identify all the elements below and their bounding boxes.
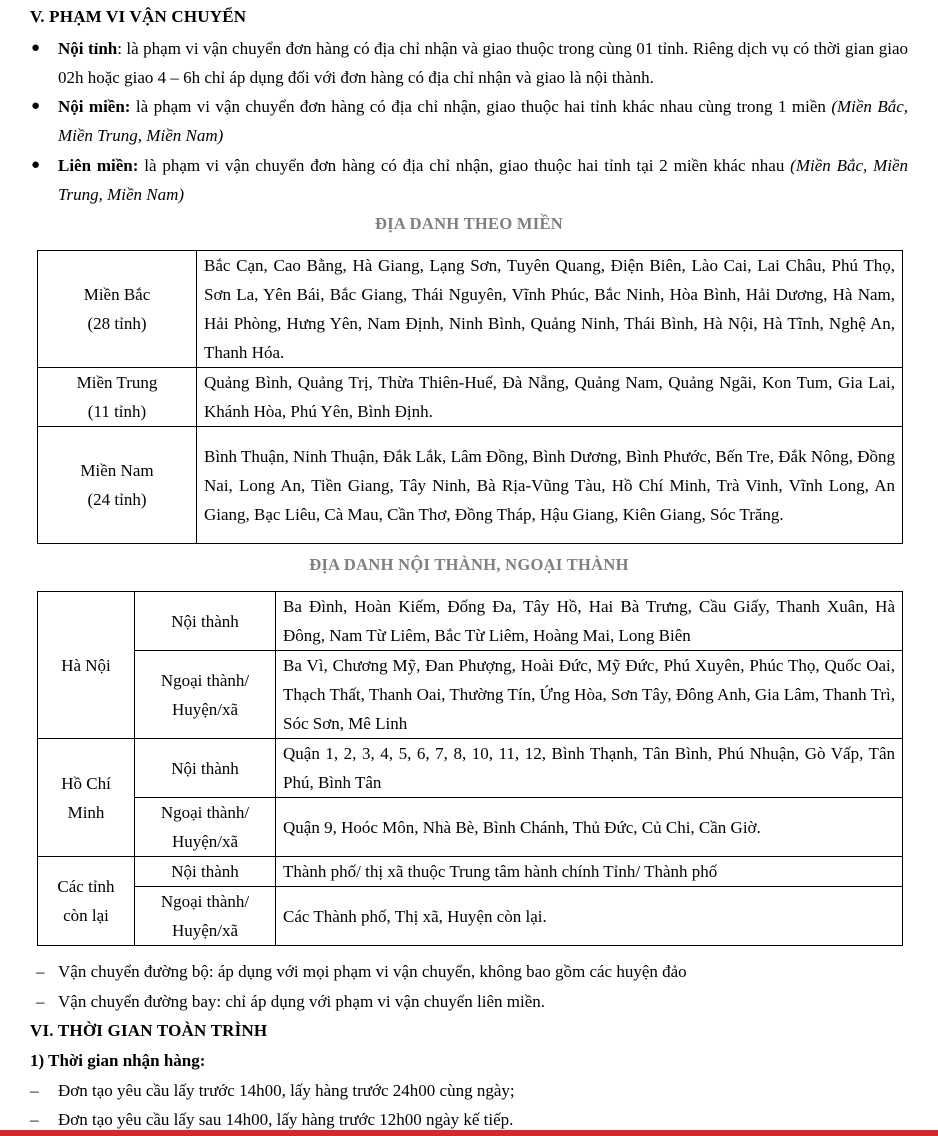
outer-label-line: Ngoại thành/	[160, 892, 250, 911]
desc-noi-mien: là phạm vi vận chuyển đơn hàng có địa chỉ nhận, giao thuộc hai tỉnh khác nhau cùng trong 1 miền	[130, 97, 832, 116]
dash-mark: –	[36, 992, 45, 1011]
province-list: Bắc Cạn, Cao Bằng, Hà Giang, Lạng Sơn, Tuyên Quang, Điện Biên, Lào Cai, Lai Châu, Phú Thọ, Sơn La, Yên Bái, Bắc Giang, Thái Nguyên, Vĩnh Phúc, Bắc Ninh, Hòa Bình, Hải Dương, Hà Nam, Hải Phòng, Hưng Yên, Nam Định, Ninh Bình, Quảng Ninh, Thái Bình, Hà Nội, Hà Tĩnh, Nghệ An, Thanh Hóa.	[197, 251, 903, 368]
province-list: Quảng Bình, Quảng Trị, Thừa Thiên-Huế, Đà Nẵng, Quảng Nam, Quảng Ngãi, Kon Tum, Gia Lai, Khánh Hòa, Phú Yên, Bình Định.	[197, 368, 903, 427]
table-row	[38, 651, 903, 739]
inner-districts: Ba Đình, Hoàn Kiếm, Đống Đa, Tây Hồ, Hai Bà Trưng, Cầu Giấy, Thanh Xuân, Hà Đông, Nam Từ Liêm, Bắc Từ Liêm, Hoàng Mai, Long Biên	[276, 592, 903, 651]
inner-label: Nội thành	[135, 857, 276, 887]
regions-note: (Miền Bắc, Miền Trung, Miền Nam)	[58, 156, 908, 204]
bullet-icon: ●	[31, 157, 41, 173]
city-name-line: còn lại	[63, 906, 109, 925]
regions-note: (Miền Bắc, Miền Trung, Miền Nam)	[58, 97, 909, 145]
outer-label	[135, 651, 276, 739]
transport-note-air	[36, 987, 546, 1016]
outer-label-line: Ngoại thành/	[160, 803, 250, 822]
dash-mark: –	[36, 962, 45, 981]
region-count: (28 tỉnh)	[87, 314, 147, 333]
term-lien-mien: Liên miền:	[58, 156, 139, 175]
inner-districts: Thành phố/ thị xã thuộc Trung tâm hành chính Tỉnh/ Thành phố	[276, 857, 903, 887]
city-cell: Hà Nội	[38, 592, 135, 739]
table-row	[38, 739, 903, 798]
note-text: Vận chuyển đường bộ: áp dụng với mọi phạm vi vận chuyển, không bao gồm các huyện đảo	[58, 962, 687, 981]
region-count: (24 tỉnh)	[87, 490, 147, 509]
rule-text: Đơn tạo yêu cầu lấy sau 14h00, lấy hàng trước 12h00 ngày kế tiếp.	[58, 1110, 514, 1129]
note-text: Vận chuyển đường bay: chỉ áp dụng với phạm vi vận chuyển liên miền.	[58, 992, 546, 1011]
rule-text: Đơn tạo yêu cầu lấy trước 14h00, lấy hàng trước 24h00 cùng ngày;	[58, 1081, 515, 1100]
footer-divider	[0, 1130, 938, 1136]
region-name: Miền Trung	[76, 373, 158, 392]
transport-note-road	[36, 957, 687, 986]
region-name: Miền Bắc	[83, 285, 151, 304]
region-name: Miền Nam	[80, 461, 154, 480]
bullet-noi-mien	[31, 92, 909, 150]
bullet-lien-mien	[31, 151, 908, 209]
province-list: Bình Thuận, Ninh Thuận, Đắk Lắk, Lâm Đồng, Bình Dương, Bình Phước, Bến Tre, Đắk Nông, Đồng Nai, Long An, Tiền Giang, Tây Ninh, Bà Rịa-Vũng Tàu, Hồ Chí Minh, Trà Vinh, Vĩnh Long, An Giang, Bạc Liêu, Cà Mau, Cần Thơ, Đồng Tháp, Hậu Giang, Kiên Giang, Sóc Trăng.	[197, 427, 903, 544]
outer-label-line: Ngoại thành/	[160, 670, 250, 690]
outer-districts: Ba Vì, Chương Mỹ, Đan Phượng, Hoài Đức, Mỹ Đức, Phú Xuyên, Phúc Thọ, Quốc Oai, Thạch Thất, Thanh Oai, Thường Tín, Ứng Hòa, Sơn Tây, Đông Anh, Gia Lâm, Thanh Trì, Sóc Sơn, Mê Linh	[276, 651, 903, 739]
outer-label	[135, 798, 276, 857]
outer-label	[135, 887, 276, 946]
table-row	[38, 427, 903, 544]
table-caption-regions: ĐỊA DANH THEO MIỀN	[375, 214, 563, 233]
city-name-line: Minh	[67, 802, 105, 822]
city-cell	[38, 857, 135, 946]
outer-label-line: Huyện/xã	[171, 832, 239, 851]
table-row	[38, 887, 903, 946]
inner-label: Nội thành	[135, 592, 276, 651]
subheading-receive-time: 1) Thời gian nhận hàng:	[30, 1051, 206, 1070]
desc-noi-tinh: : là phạm vi vận chuyển đơn hàng có địa chỉ nhận và giao thuộc trong cùng 01 tỉnh. Riêng dịch vụ có thời gian giao 02h hoặc giao 4 – 6h chỉ áp dụng đối với đơn hàng có địa chỉ nhận và giao là nội thành.	[58, 39, 908, 87]
table-row	[38, 368, 903, 427]
dash-mark: –	[30, 1110, 39, 1129]
city-cell	[38, 739, 135, 857]
outer-districts: Các Thành phố, Thị xã, Huyện còn lại.	[276, 887, 903, 946]
bullet-icon: ●	[31, 98, 41, 114]
regions-table	[37, 250, 903, 544]
table-caption-urban: ĐỊA DANH NỘI THÀNH, NGOẠI THÀNH	[309, 555, 629, 574]
outer-districts: Quận 9, Hoóc Môn, Nhà Bè, Bình Chánh, Thủ Đức, Củ Chi, Cần Giờ.	[276, 798, 903, 857]
section-6-heading: VI. THỜI GIAN TOÀN TRÌNH	[30, 1021, 268, 1040]
region-cell	[38, 427, 197, 544]
desc-lien-mien: là phạm vi vận chuyển đơn hàng có địa chỉ nhận, giao thuộc hai tỉnh tại 2 miền khác nhau	[138, 156, 791, 175]
bullet-icon: ●	[31, 40, 41, 56]
urban-suburban-table	[37, 591, 903, 946]
region-count: (11 tỉnh)	[87, 402, 147, 421]
table-row	[38, 592, 903, 651]
dash-mark: –	[30, 1081, 39, 1100]
bullet-noi-tinh	[31, 34, 908, 92]
term-noi-tinh: Nội tỉnh	[58, 39, 118, 58]
outer-label-line: Huyện/xã	[171, 921, 239, 940]
table-row	[38, 251, 903, 368]
section-5-heading: V. PHẠM VI VẬN CHUYỂN	[30, 7, 247, 26]
outer-label-line: Huyện/xã	[171, 699, 239, 719]
region-cell	[38, 251, 197, 368]
receive-rule-1	[30, 1076, 515, 1105]
term-noi-mien: Nội miền:	[58, 97, 131, 116]
table-row	[38, 857, 903, 887]
city-name-line: Các tỉnh	[57, 877, 115, 896]
city-name-line: Hồ Chí	[61, 773, 111, 793]
inner-label: Nội thành	[135, 739, 276, 798]
region-cell	[38, 368, 197, 427]
table-row	[38, 798, 903, 857]
inner-districts: Quận 1, 2, 3, 4, 5, 6, 7, 8, 10, 11, 12, Bình Thạnh, Tân Bình, Phú Nhuận, Gò Vấp, Tân Phú, Bình Tân	[276, 739, 903, 798]
